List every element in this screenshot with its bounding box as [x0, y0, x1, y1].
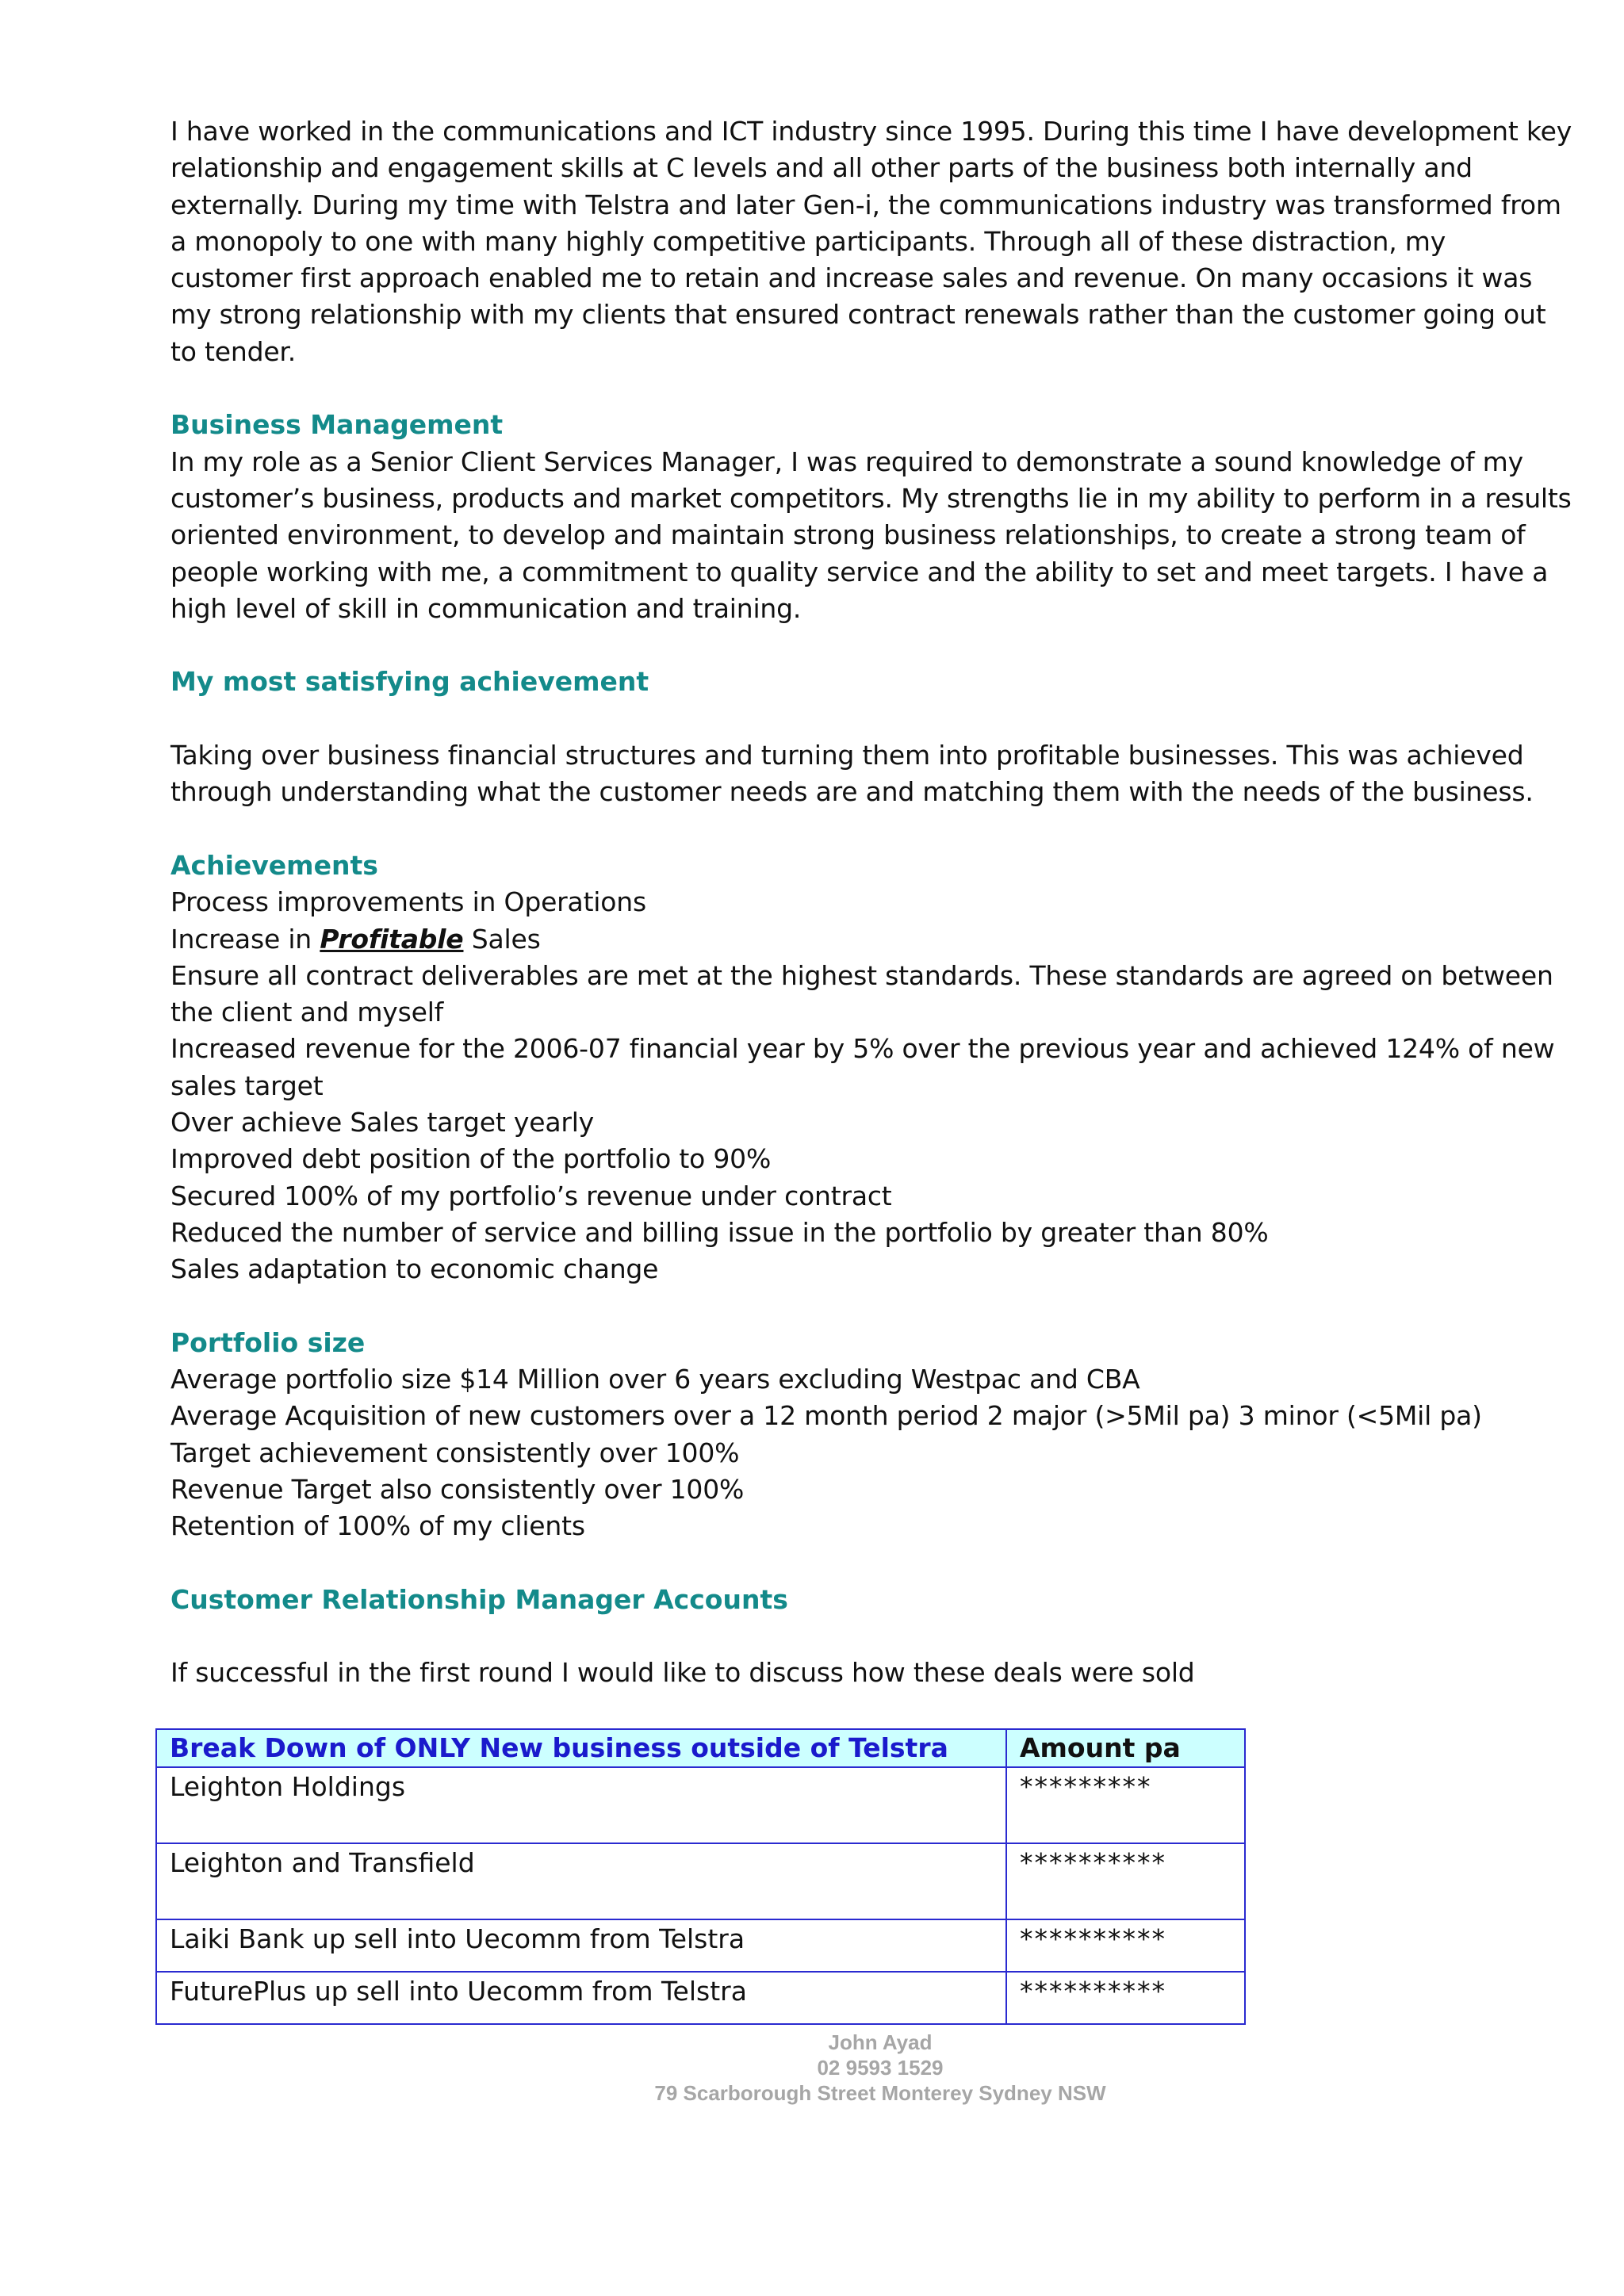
table-cell-amount: ********** — [1006, 1919, 1245, 1972]
footer-phone: 02 9593 1529 — [817, 2056, 944, 2080]
achievement-item-prefix: Increase in — [170, 923, 320, 955]
satisfying-line: through understanding what the customer needs are and matching them with the needs of the business. — [170, 776, 1534, 808]
satisfying-line: Taking over business financial structures and turning them into profitable businesses. This was achieved — [170, 740, 1524, 771]
achievements-heading: Achievements — [170, 849, 378, 881]
satisfying-achievement-paragraph — [170, 737, 1534, 811]
table-cell-amount: ********** — [1006, 1972, 1245, 2024]
intro-line: a monopoly to one with many highly competitive participants. Through all of these distraction, my — [170, 225, 1446, 257]
achievement-item: sales target — [170, 1070, 324, 1101]
intro-line: relationship and engagement skills at C levels and all other parts of the business both internally and — [170, 152, 1473, 184]
footer-name: John Ayad — [828, 2030, 933, 2054]
achievement-item: the client and myself — [170, 997, 444, 1028]
table-header-amount: Amount pa — [1006, 1729, 1245, 1767]
table-header-description: Break Down of ONLY New business outside of Telstra — [156, 1729, 1006, 1767]
business-management-line: people working with me, a commitment to quality service and the ability to set and meet targets. I have a — [170, 556, 1549, 587]
portfolio-item: Target achievement consistently over 100% — [170, 1437, 740, 1468]
portfolio-item: Retention of 100% of my clients — [170, 1510, 585, 1542]
business-management-paragraph — [170, 444, 1572, 627]
table-row — [156, 1767, 1245, 1843]
table-cell-amount: ********** — [1006, 1843, 1245, 1919]
intro-line: my strong relationship with my clients that ensured contract renewals rather than the customer going out — [170, 299, 1546, 331]
new-business-table-container — [155, 1728, 1246, 2025]
achievement-item: Improved debt position of the portfolio to 90% — [170, 1143, 772, 1175]
table-row — [156, 1972, 1245, 2024]
table-cell-description: Laiki Bank up sell into Uecomm from Telstra — [156, 1919, 1006, 1972]
achievement-item: Over achieve Sales target yearly — [170, 1107, 595, 1138]
table-cell-description: FuturePlus up sell into Uecomm from Telstra — [156, 1972, 1006, 2024]
achievement-item: Reduced the number of service and billing issue in the portfolio by greater than 80% — [170, 1216, 1269, 1248]
achievement-item: Increased revenue for the 2006-07 financial year by 5% over the previous year and achieved 124% of new — [170, 1033, 1555, 1065]
table-cell-description: Leighton Holdings — [156, 1767, 1006, 1843]
portfolio-item: Average Acquisition of new customers over a 12 month period 2 major (>5Mil pa) 3 minor (<5Mil pa) — [170, 1400, 1482, 1432]
achievement-item: Secured 100% of my portfolio’s revenue under contract — [170, 1180, 892, 1211]
business-management-line: oriented environment, to develop and maintain strong business relationships, to create a strong team of — [170, 519, 1526, 551]
intro-line: to tender. — [170, 335, 297, 367]
table-row — [156, 1843, 1245, 1919]
crm-accounts-heading: Customer Relationship Manager Accounts — [170, 1583, 788, 1615]
intro-line: externally. During my time with Telstra and later Gen-i, the communications industry was transformed from — [170, 189, 1561, 220]
intro-line: customer first approach enabled me to retain and increase sales and revenue. On many occasions it was — [170, 262, 1533, 294]
achievement-item: Process improvements in Operations — [170, 886, 646, 918]
intro-line: I have worked in the communications and ICT industry since 1995. During this time I have development key — [170, 116, 1572, 147]
page-footer — [0, 2030, 1624, 2106]
portfolio-item: Revenue Target also consistently over 100% — [170, 1473, 745, 1505]
satisfying-achievement-heading: My most satisfying achievement — [170, 666, 649, 698]
portfolio-item: Average portfolio size $14 Million over 6 years excluding Westpac and CBA — [170, 1364, 1140, 1395]
footer-address: 79 Scarborough Street Monterey Sydney NSW — [654, 2081, 1106, 2105]
portfolio-list — [170, 1361, 1519, 1544]
business-management-line: In my role as a Senior Client Services Manager, I was required to demonstrate a sound knowledge of my — [170, 446, 1523, 477]
intro-paragraph — [170, 113, 1572, 370]
business-management-heading: Business Management — [170, 409, 504, 441]
portfolio-size-heading: Portfolio size — [170, 1326, 366, 1358]
resume-page — [170, 113, 1572, 1692]
achievement-item — [170, 921, 1519, 958]
achievement-item: Ensure all contract deliverables are met at the highest standards. These standards are agreed on between — [170, 959, 1553, 991]
achievement-item: Sales adaptation to economic change — [170, 1253, 659, 1285]
crm-accounts-text: If successful in the first round I would like to discuss how these deals were sold — [170, 1657, 1195, 1689]
table-cell-description: Leighton and Transfield — [156, 1843, 1006, 1919]
table-cell-amount: ********* — [1006, 1767, 1245, 1843]
new-business-table — [155, 1728, 1246, 2025]
business-management-line: high level of skill in communication and training. — [170, 592, 802, 624]
business-management-line: customer’s business, products and market competitors. My strengths lie in my ability to perform in a results — [170, 482, 1572, 514]
achievement-item-suffix: Sales — [463, 923, 541, 955]
achievements-list — [170, 884, 1555, 1288]
table-row — [156, 1919, 1245, 1972]
profitable-emphasis: Profitable — [320, 923, 464, 955]
table-header-row — [156, 1729, 1245, 1767]
